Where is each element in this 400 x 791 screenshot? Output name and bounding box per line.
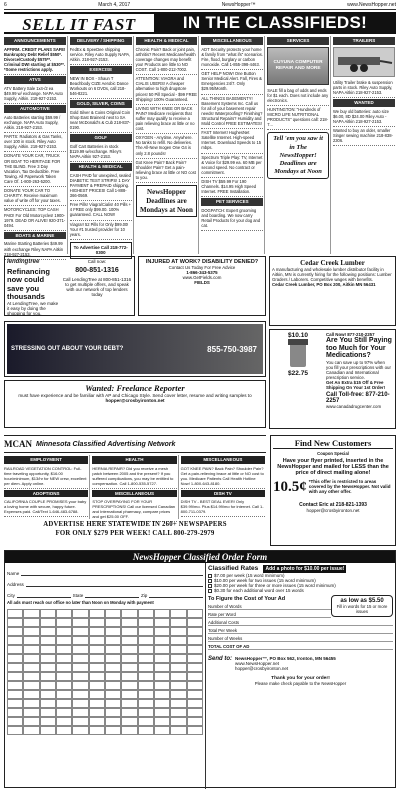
classified-ad: Auto Batteries starting $59.99 / exchange. NAPA Auto Supply, Aitkin. 218-927-2153.	[4, 114, 66, 133]
classified-ad: DONATE YOUR CAR, TRUCK OR BOAT TO HERITAGE FOR THE BLIND. Free 3 Day Vacation, Tax Deductible. Free Towing. All Paperwork Taken Care Of. 1-800-263-5200.	[4, 152, 66, 187]
pharmacy-phone-top[interactable]: Call Now! 877-210-2257	[326, 332, 375, 337]
classified-ad: MOTORCYCLES: TOP CASH PAID! For Old Motorcycles! 1900-1979. DEAD OR ALIVE! 920-371-0494.	[4, 206, 66, 230]
column-heading: MISCELLANEOUS	[201, 37, 263, 45]
classified-ad: OXYGEN - Anytime. Anywhere. No tanks to refill. No deliveries. The All-New Inogen One G4 is only 2.8 pounds!	[136, 134, 198, 158]
ad-pair	[4, 256, 266, 318]
classified-ad: Viagra!! 52 Pills for Only $99.00! Your #1 trusted provider for 10 years.	[70, 221, 132, 240]
classified-ad: CASH PAID for unexpired, sealed DIABETIC TEST STRIPS! 1 DAY PAYMENT & PREPAID shipping. HIGHEST PRICES! Call 1-888-366-0569.	[70, 172, 132, 202]
trailer-image	[333, 47, 395, 77]
site-link[interactable]: www.NewsHopper.net	[347, 2, 396, 8]
classified-ad: DONATE YOUR CAR TO CHARITY. Receive maximum value of write off for your taxes.	[4, 187, 66, 206]
section-heading: AUTOMOTIVE	[4, 105, 66, 113]
classified-ad: NEW IN BOX - Shaun T Beachbody CIZE Aerobic Dance Workouts on 6 DVDs, call 218-546-8221.	[70, 75, 132, 99]
cost-row[interactable]: Number of Words	[208, 602, 331, 610]
mcan-logo: MCAN	[4, 439, 32, 449]
classified-ad: SALE fill a bag of odds and ends for $1 each. Does not include any electronics.	[267, 87, 329, 106]
issue-date: March 4, 2017	[98, 2, 131, 8]
page-number: 6	[4, 2, 7, 8]
address-field[interactable]: Address	[7, 577, 203, 587]
mcan-columns	[4, 455, 266, 519]
pharmacy-offer: Get An Extra $15 Off & Free Shipping On Your 1st Order!	[326, 380, 386, 391]
display-ads-right	[269, 256, 396, 432]
classified-ad: ATTENTION: VIAGRA and CIALIS USERS! A cheaper alternative to high drugstore prices! 50 Pill Special - $99 FREE Shipping! 100% Guaranteed.	[136, 75, 198, 105]
column-heading: MISCELLANEOUS	[181, 456, 265, 464]
pharmacy-call[interactable]: Call Toll-free: 877-210-2257	[326, 392, 390, 405]
column-trailers	[333, 36, 396, 254]
column-announcements	[4, 36, 68, 257]
wanted-headline: Wanted: Freelance Reporter	[85, 383, 185, 393]
coupon-special: Coupon Special	[317, 451, 349, 456]
classified-ad: DISH TV $59.99 For 190 Channels. $14.95 High Speed Internet. FREE Installation.	[201, 178, 263, 197]
column-services	[267, 36, 331, 254]
checkbox[interactable]	[208, 574, 212, 578]
classified-ad: We buy old batteries: auto size $6.00, 8D $24.00 Riley Auto - NAPA Aitkin 218-927-2153.	[333, 108, 395, 127]
classifieds-banner	[4, 12, 396, 34]
mcan-header	[4, 435, 266, 453]
order-form-right	[205, 563, 395, 789]
price-block	[273, 479, 393, 496]
find-customers-body: Have your flyer printed, inserted in the NewsHopper and mailed for LESS than the price of direct mailing alone!	[277, 458, 389, 476]
check-note: Please make check payable to the NewsHopper	[254, 681, 347, 686]
insert-price: 10.5¢	[273, 479, 307, 495]
classified-ad: GOT KNEE PAIN? Back Pain? Shoulder Pain? Get a pain-relieving brace at little or NO cost to you. Medicare Patients Call Health Hotline Now! 1-800-643-8180.	[181, 465, 265, 489]
checkbox[interactable]	[208, 579, 212, 583]
classified-ad: Free Pills! Viagra/Cialis! 40 Pills + 4 FREE only $99.00. 100% guaranteed. CALL NOW!	[70, 201, 132, 220]
cost-row[interactable]: Total Per Week	[208, 626, 393, 634]
classified-ad: HUNTINGTON: "Hundreds of MICRO LIFE NUTRITIONAL PRODUCTS" questions call: 218-7...	[267, 106, 329, 130]
classified-ad: Spectrum Triple Play: TV, Internet & Voice for $29.99 ea. 60 MB per second speed. No contract or commitment.	[201, 154, 263, 178]
column-heading: EMPLOYMENT	[4, 456, 88, 464]
order-email[interactable]: hopper@crosbyironton.net	[235, 666, 289, 671]
mcan-column-employment	[4, 455, 90, 519]
tell-em-box: Tell 'em you saw it in The NewsHopper! Deadlines are Mondays at Noon	[267, 132, 329, 179]
display-ads-left	[4, 256, 266, 432]
cedar-body: A manufacturing and wholesale lumber distributor facility in Aitkin, MN is currently hiring for the following positions: Lumber Graders / Laborers. Competitive wages with benefits.	[272, 267, 392, 282]
mailing-address: NewsHopper™, PO Box 562, Ironton, MN 56455 www.NewsHopper.net hopper@crosbyironton.net	[235, 656, 336, 671]
pill-bottle-icon	[278, 339, 318, 369]
banner-right: IN THE CLASSIFIEDS!	[154, 12, 396, 34]
lendingtree-left	[7, 259, 60, 316]
debt-ad	[4, 321, 266, 377]
find-customers-headline: Find New Customers	[273, 438, 393, 449]
statewide-line1: ADVERTISE HERE STATEWIDE IN 260+ NEWSPAPERS	[43, 521, 227, 528]
call-now-label: Call now:	[87, 259, 107, 264]
contact-email[interactable]: hopper@crosbyironton.net	[306, 508, 360, 513]
tag-price: as low as $5.50	[340, 598, 384, 604]
mcan-title: Minnesota Classified Advertising Network	[36, 440, 176, 448]
name-field[interactable]: Name	[7, 566, 203, 576]
classified-ad: Wanted to buy an older, smaller Singer sewing machine 218-838-2306.	[333, 127, 395, 146]
column-heading: HEALTH	[92, 456, 176, 464]
rate-option[interactable]: $7.00 per week (15 word minimum)	[208, 573, 393, 578]
pharmacy-headline: Are You Still Paying too Much for Your Medications?	[326, 337, 392, 360]
section-heading: BOATS & MARINE	[4, 232, 66, 240]
rate-option[interactable]: $0.30 for each additional word over 15 words	[208, 588, 393, 593]
section-heading: GOLF	[70, 134, 132, 142]
rate-option[interactable]: $20.00 per week for three or more issues (15 word minimum)	[208, 583, 393, 588]
classified-ad: AFFIRM. CREDIT PLANS SAFE! Bankruptcy Debt Relief $550*. Divorce/Custody $575**. Criminal DWI starting at $530**. *Some restrictions apply.	[4, 46, 66, 76]
section-heading: DISH TV	[181, 490, 265, 498]
classified-ad: Utility Trailer brake & suspension parts in stock. Riley Auto Supply, NAPA Aitkin 218-927-2153.	[333, 79, 395, 98]
mcan-column-health	[92, 455, 178, 519]
classified-order-form	[4, 550, 396, 788]
statewide-line2: FOR ONLY $279 PER WEEK! CALL 800-279-2979	[55, 530, 215, 538]
find-customers-ad	[270, 435, 396, 546]
advertise-box: To Advertise Call 218-772-0300	[70, 242, 132, 259]
price-note: *This offer is restricted to areas covered by the NewsHopper. Not valid with any other offer.	[308, 479, 391, 494]
wanted-email[interactable]: hopper@crosbyironton.net	[105, 398, 165, 403]
column-heading: ANNOUNCEMENTS	[4, 37, 66, 45]
contact-eric[interactable]: Contact Eric at 218-821-1393	[299, 502, 367, 508]
lendingtree-ad	[4, 256, 135, 316]
banner-left: SELL IT FAST	[4, 12, 154, 34]
cost-row[interactable]: Additional Costs	[208, 618, 393, 626]
city-state-zip-field[interactable]: City State Zip	[7, 588, 203, 598]
column-miscellaneous	[201, 36, 265, 254]
firm-logo: FIELDS	[194, 280, 210, 285]
deadline-box: NewsHopper Deadlines are Mondays at Noon	[136, 185, 198, 217]
debt-phone[interactable]: 855-750-3987	[207, 344, 257, 354]
lendingtree-cta: Call LendingTree at 800-851-1316 to get multiple offers, and speak with our network of top lenders today	[62, 277, 132, 297]
classified-ad: RAILROAD VEGETATION CONTROL: Full-time traveling opportunity, $16.00 hour/minimum, $13/hr for NEW crew, excellent per diem. Apply online.	[4, 465, 88, 489]
classified-ad: CALIFORNIA COUPLE PROMISES your baby a loving home with secure, happy future. Expenses paid. Call/Text 1-646-483-6788.	[4, 498, 88, 517]
wanted-reporter-ad	[4, 380, 266, 428]
cost-row[interactable]: Rate per Word	[208, 610, 331, 618]
column-heading: HEALTH & MEDICAL	[136, 37, 198, 45]
rates-heading: Classified Rates	[208, 565, 259, 572]
wanted-body: must have experience and be familiar with AP and Chicago Style. Send cover letter, resume and writing samples to	[18, 393, 252, 398]
injured-site[interactable]: www.GetFields.com	[182, 275, 222, 280]
cedar-footer: Cedar Creek Lumber, PO Box 200, Aitkin MN 56431	[272, 282, 376, 287]
classified-columns	[4, 36, 396, 257]
section-heading: EXERCISE	[70, 66, 132, 74]
classified-ad: Gold Silver & Coins Original Coin Shop East Brainerd next to SA near McDonald's & Cub 218-837-0190.	[70, 109, 132, 133]
tag-line: Fill in words for 15 or more issues	[336, 604, 388, 614]
paper-name: NewsHopper™	[221, 2, 256, 8]
classified-ad: FedEx & SpeeDee shipping service. Riley Auto Supply NAPA, Aitkin. 218-927-2153.	[70, 46, 132, 65]
cost-row[interactable]: Number of Weeks	[208, 634, 393, 642]
injured-at-work-ad	[138, 256, 266, 316]
coupon-price: $10.10	[288, 332, 308, 339]
lendingtree-body: At LendingTree, we make it easy by doing the shopping for you.	[7, 301, 59, 316]
order-form-title: NewsHopper Classified Order Form	[5, 551, 395, 563]
classified-ad: Golf Cart Batteries in stock $119.99 w/exchange. Riley's NAPA Aitkin 927-2153.	[70, 143, 132, 162]
send-to-block	[208, 656, 393, 671]
thank-you: Thank you for your order!	[271, 676, 330, 681]
classified-ad: Got Knee Pain? Back Pain? Shoulder Pain? Get a pain-relieving brace at little or NO cost to you.	[136, 159, 198, 183]
order-form-body	[5, 563, 395, 789]
pharmacy-text	[326, 332, 393, 426]
deadline-note: All ads must reach our office no later than Noon on Monday with payment	[7, 600, 154, 605]
statewide-banner	[4, 520, 266, 546]
trailer-icon	[334, 51, 394, 73]
classified-ad: STOP OVERPAYING FOR YOUR PRESCRIPTIONS! Call our licensed Canadian and International pharmacy, compare prices and get $25.00 OFF.	[92, 498, 176, 522]
classified-ad: DISH TV - BEST DEAL EVER! Only $39.99/mo. Plus $14.99/mo for internet. Call 1-800-711-0379.	[181, 498, 265, 517]
lendingtree-logo: lendingtree	[7, 259, 40, 265]
cost-row-total[interactable]: TOTAL COST OF AD	[208, 642, 393, 650]
checkbox[interactable]	[208, 584, 212, 588]
column-delivery	[70, 36, 134, 254]
add-photo-badge: Add a photo for $10.00 per issue!	[265, 566, 345, 572]
injured-text	[141, 259, 263, 313]
pharmacy-body: You can save up to 97% when you fill your prescriptions with our Canadian and International prescription service.	[326, 360, 391, 381]
column-heading: SERVICES	[267, 37, 329, 45]
column-heading: DELIVERY / SHIPPING	[70, 37, 132, 45]
injured-headline: INJURED AT WORK? DISABILITY DENIED?	[145, 259, 259, 265]
column-health	[136, 36, 200, 254]
classified-ad: ALL THINGS BASEMENTY! Basement Systems Inc. Call us for all of your basement repair needs! Waterproofing? Finishing? Structural Repairs? Humidity and Mold Control FREE ESTIMATES!	[201, 95, 263, 130]
debt-ad-visual	[7, 324, 263, 374]
computer-repair-ad: CUYUNA COMPUTER REPAIR AND MORE	[267, 47, 329, 85]
cost-heading: To Figure the Cost of Your Ad	[208, 596, 286, 602]
section-heading: HEALTH & MEDICAL	[70, 163, 132, 171]
display-ads-row	[4, 256, 396, 432]
section-heading: WANTED	[333, 99, 395, 107]
classified-ad: FAST Internet! HughesNet Satellite Internet. High-speed Internet. Download Speeds to 15 mbps.	[201, 129, 263, 153]
lendingtree-phone[interactable]: 800-851-1316	[75, 267, 119, 274]
classified-ad: GET HELP NOW! One Button Senior Medical Alert. Fall, Fires & Emergencies 24/7. Only $29.95/Month.	[201, 70, 263, 94]
order-site[interactable]: www.NewsHopper.net	[235, 661, 280, 666]
classified-ad: PARTS: Radiators & Gas Tanks, over 100 in stock. Riley Auto Supply, Aitkin. 218-927-2153.	[4, 133, 66, 152]
section-heading: MISCELLANEOUS	[92, 490, 176, 498]
classified-ad: Chronic Pain? Back or joint pain, arthritis? Recent Medicare/health coverage changes may benefit you! Products are little to NO COST. Call 1-800-212-7002.	[136, 46, 198, 76]
cedar-headline: Cedar Creek Lumber	[300, 259, 365, 267]
checkbox[interactable]	[208, 589, 212, 593]
send-label: Send to:	[208, 656, 232, 662]
pharmacy-site[interactable]: www.canadadrugcenter.com	[326, 404, 382, 410]
order-form-left	[5, 563, 205, 789]
classified-ad: ADT Security protects your home & family from "what ifs" scenarios. Fire, flood, burglary or carbon monoxide. Call 1-855-398-4463.	[201, 46, 263, 70]
classified-ad: LIVING WITH KNEE OR BACK PAIN? Medicare recipients that suffer may qualify to receive a pain relieving brace at little or no cost.	[136, 105, 198, 135]
section-heading: ADOPTIONS	[4, 490, 88, 498]
column-heading: TRAILERS	[333, 37, 395, 45]
classified-ad: DOGPATCH: Expert grooming and boarding. We now carry Retail Products for your dog and cat.	[201, 207, 263, 231]
cedar-creek-ad	[269, 256, 396, 326]
injured-sub: Contact Us Today For Free Advice	[168, 265, 236, 270]
mcan-column-misc	[181, 455, 266, 519]
debt-headline: STRESSING OUT ABOUT YOUR DEBT?	[11, 346, 124, 352]
word-grid[interactable]	[7, 609, 203, 735]
section-heading: ATVS	[4, 76, 66, 84]
section-heading: PET SERVICES	[201, 198, 263, 206]
pharmacy-ad	[269, 329, 396, 429]
rate-option[interactable]: $10.00 per week for two issues (15 word minimum)	[208, 578, 393, 583]
classified-ad: HERNIA REPAIR? Did you receive a mesh patch between 2005 and the present? If you suffered complications, you may be entitled to compensation. Call 1-800-535-5727.	[92, 465, 176, 489]
lendingtree-headline: Refinancing now could save you thousands	[7, 267, 50, 301]
lendingtree-right	[62, 259, 132, 313]
page-header-strip	[4, 2, 396, 10]
viagra-price: $22.75	[288, 370, 308, 377]
injured-phone[interactable]: 1-866-343-5375	[186, 270, 218, 275]
classified-ad: Marine Starting Batteries $49.99 with exchange Riley NAPA Aitkin 218-927-2153.	[4, 240, 66, 259]
section-heading: GOLD, SILVER, COINS	[70, 100, 132, 108]
classified-ad: ATV Battery Sale 1x4-/2 ea $49.99 w/ exchange. NAPA Auto Supply, Aitkin. 218-927-2153.	[4, 85, 66, 104]
pharmacy-prices	[272, 332, 324, 426]
price-tag	[331, 595, 393, 617]
